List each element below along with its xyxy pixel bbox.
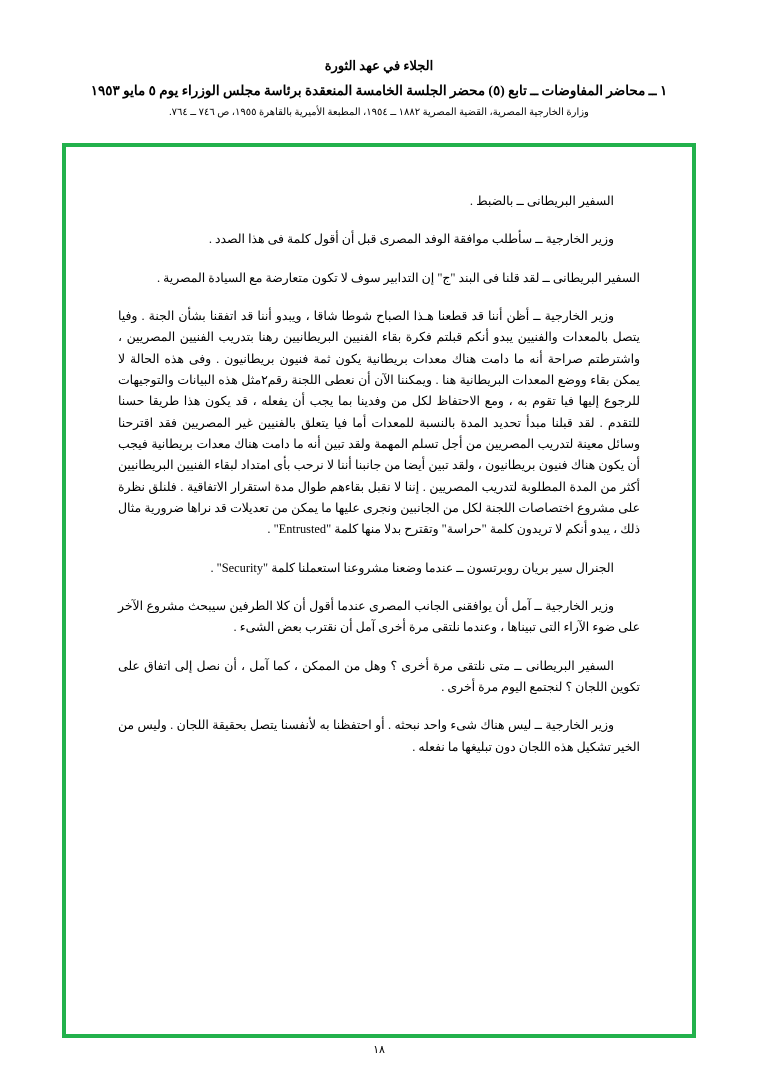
document-source-citation: وزارة الخارجية المصرية، القضية المصرية ١٨٨٢ ــ ١٩٥٤، المطبعة الأميرية بالقاهرة ١٩٥٥، ص ٧٤٦ ــ ٧٦٤. xyxy=(169,107,589,118)
content-body xyxy=(66,147,692,1034)
paragraph-3: السفير البريطانى ــ لقد قلنا فى البند "ج" إن التدابير سوف لا تكون متعارضة مع السيادة المصرية . xyxy=(156,270,640,285)
paragraph-1: السفير البريطانى ــ بالضبط . xyxy=(469,194,614,208)
paragraph-5: الجنرال سير بريان روبرتسون ــ عندما وضعنا مشروعنا استعملنا كلمة "Security" . xyxy=(210,560,614,575)
document-subtitle: ١ ــ محاضر المفاوضات ــ تابع (٥) محضر الجلسة الخامسة المنعقدة برئاسة مجلس الوزراء يوم ٥ مايو ١٩٥٣ xyxy=(90,83,668,98)
content-frame xyxy=(62,143,696,1038)
paragraph-4: وزير الخارجية ــ أظن أننا قد قطعنا هـذا الصباح شوطا شاقا ، ويبدو أننا قد اتفقنا بشأن الجنة . وفيا يتصل بالمعدات والفنيين يبدو أنكم قبلتم فكرة بقاء الفنيين البريطانيين رهنا بتدريب الفنيين المصريين ، واشترطتم صراحة أنه ما دامت هناك معدات بريطانية يكون ثمة فنيون بريطانيون . وفى هذه الحالة لا يمكن بقاء ووضع المعدات البريطانية هنا . ويمكننا الآن أن نعطى اللجنة رقم٢مثل هذه البيانات والتوجيهات للرجوع إليها فيا تقوم به ، ومع الاحتفاظ لكل من وفدينا بما يجب أن يفعله ، قد يكون هذا طريقا حسنا للتقدم . لقد قبلنا مبدأ تحديد المدة بالنسبة للمعدات أما فيا يتعلق بالفنيين غير المصريين فقد اقترحنا وسائل معينة لتدريب المصريين من أجل تسلم المهمة ولقد تبين أنه ما دامت هناك معدات بريطانية فيجب أن يكون هناك فنيون بريطانيون ، ولقد تبين أيضا من جانبنا أننا لا نرحب بأى امتداد لبقاء الفنيين البريطانيين أكثر من المدة المطلوبة لتدريب المصريين . إننا لا نقبل بقاءهم طوال مدة استقرار الاتفاقية . فلنلق نظرة على مشروع اختصاصات اللجنة لكل من الجانبين ونجرى عليها ما يمكن من تعديلات قد نراها ضرورية مثال ذلك ، يبدو أنكم لا تريدون كلمة "حراسة" وتقترح بدلا منها كلمة "Entrusted" . xyxy=(118,308,640,537)
page-number: ١٨ xyxy=(373,1044,385,1056)
document-title: الجلاء في عهد الثورة xyxy=(324,58,434,73)
paragraph-8: وزير الخارجية ــ ليس هناك شىء واحد نبحثه . أو احتفظنا به لأنفسنا يتصل بحقيقة اللجان . وليس من الخير تشكيل هذه اللجان دون تبليغها ما نفعله . xyxy=(118,718,640,754)
paragraph-7: السفير البريطانى ــ متى نلتقى مرة أخرى ؟ وهل من الممكن ، كما آمل ، أن نصل إلى اتفاق على تكوين اللجان ؟ لنجتمع اليوم مرة أخرى . xyxy=(118,658,640,694)
paragraph-2: وزير الخارجية ــ سأطلب موافقة الوفد المصرى قبل أن أقول كلمة فى هذا الصدد . xyxy=(208,232,614,247)
document-header xyxy=(0,0,758,118)
paragraph-6: وزير الخارجية ــ آمل أن يوافقنى الجانب المصرى عندما أقول أن كلا الطرفين سيبحث مشروع الآخر على ضوء الآراء التى تبيناها ، وعندما نلتقى مرة أخرى آمل أن نقترب بعض الشىء . xyxy=(118,598,640,635)
